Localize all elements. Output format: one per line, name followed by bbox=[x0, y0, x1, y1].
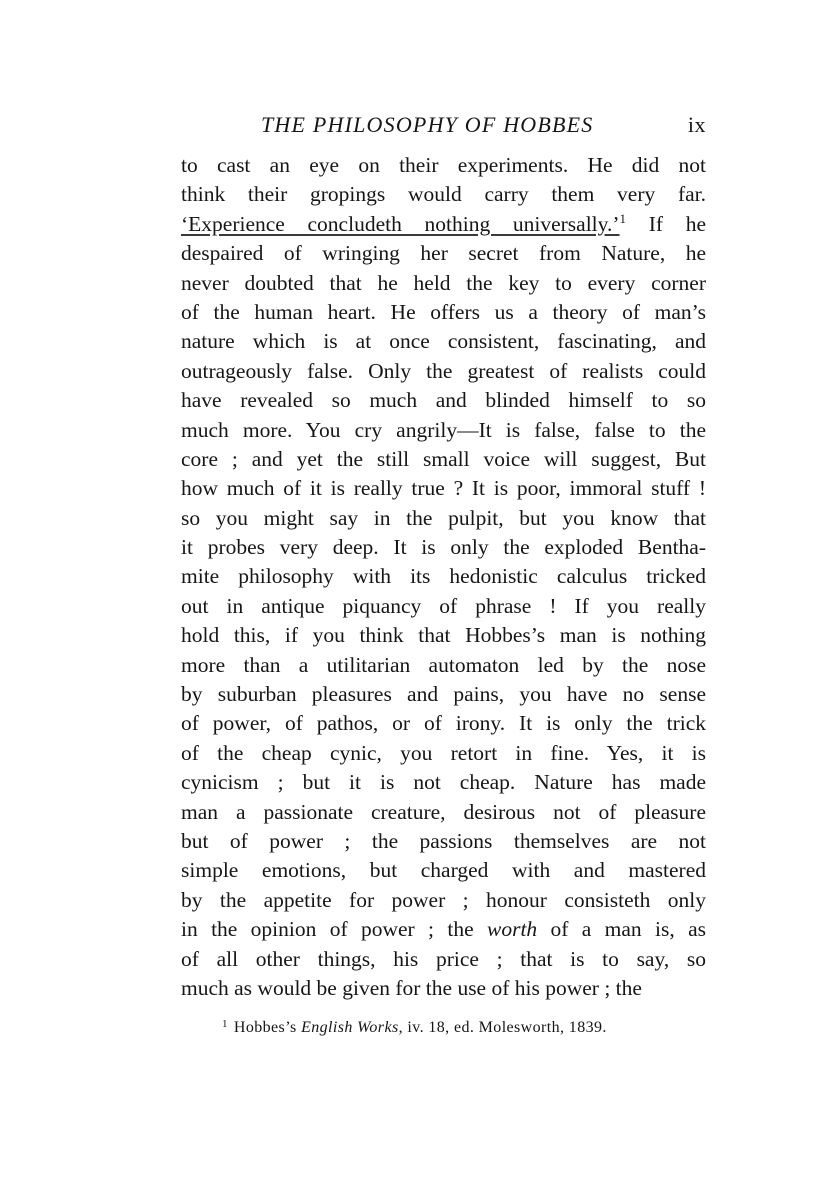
text-line: outrageously false. Only the greatest of realists could bbox=[181, 358, 706, 383]
text-fragment: If he bbox=[626, 211, 706, 236]
text-line: simple emotions, but charged with and mastered bbox=[181, 858, 706, 883]
body-text bbox=[181, 151, 706, 1003]
text-line: of power, of pathos, or of irony. It is only the trick bbox=[181, 711, 706, 736]
text-line: man a passionate creature, desirous not of pleasure bbox=[181, 799, 706, 824]
text-line: of all other things, his price ; that is to say, so bbox=[181, 946, 706, 971]
text-line: of the cheap cynic, you retort in fine. Yes, it is bbox=[181, 740, 706, 765]
text-line: so you might say in the pulpit, but you know that bbox=[181, 505, 706, 530]
text-line bbox=[181, 915, 706, 944]
footnote-mark: 1 bbox=[222, 1018, 228, 1030]
text-line: core ; and yet the still small voice will suggest, But bbox=[181, 446, 706, 471]
running-header bbox=[181, 112, 706, 142]
text-line: it probes very deep. It is only the exploded Bentha- bbox=[181, 535, 706, 560]
text-fragment: of a man is, as bbox=[537, 917, 706, 942]
text-line: more than a utilitarian automaton led by the nose bbox=[181, 652, 706, 677]
text-line: much as would be given for the use of his power ; the bbox=[181, 975, 642, 1000]
text-line: never doubted that he held the key to every corner bbox=[181, 270, 706, 295]
text-line bbox=[181, 210, 706, 239]
text-line: to cast an eye on their experiments. He did not bbox=[181, 153, 706, 177]
page-number: ix bbox=[687, 112, 706, 137]
emphasis-worth: worth bbox=[486, 917, 538, 942]
text-line: but of power ; the passions themselves are not bbox=[181, 828, 706, 853]
text-fragment: in the opinion of power ; the bbox=[181, 917, 487, 942]
text-line: much more. You cry angrily—It is false, false to the bbox=[181, 417, 706, 442]
footnote bbox=[222, 1014, 706, 1038]
hobbes-quote: ‘Experience concludeth nothing universally.’ bbox=[181, 211, 620, 236]
text-line: cynicism ; but it is not cheap. Nature has made bbox=[181, 770, 706, 795]
text-line: have revealed so much and blinded himself to so bbox=[181, 388, 706, 413]
text-line: mite philosophy with its hedonistic calculus tricked bbox=[181, 564, 706, 589]
text-line: by the appetite for power ; honour consisteth only bbox=[181, 887, 706, 912]
text-line: of the human heart. He offers us a theory of man’s bbox=[181, 299, 706, 324]
text-line: out in antique piquancy of phrase ! If you really bbox=[181, 593, 706, 618]
text-line: hold this, if you think that Hobbes’s man is nothing bbox=[181, 623, 706, 648]
footnote-author: Hobbes’s bbox=[233, 1019, 302, 1036]
text-line: despaired of wringing her secret from Nature, he bbox=[181, 241, 706, 266]
running-title: THE PHILOSOPHY OF HOBBES bbox=[261, 112, 594, 137]
footnote-work-title: English Works, bbox=[301, 1019, 403, 1036]
text-line: how much of it is really true ? It is poor, immoral stuff ! bbox=[181, 476, 706, 501]
footnote-reference: 1 bbox=[619, 210, 627, 226]
text-line: nature which is at once consistent, fascinating, and bbox=[181, 329, 706, 354]
text-line: think their gropings would carry them very far. bbox=[181, 182, 706, 207]
footnote-citation: iv. 18, ed. Molesworth, 1839. bbox=[402, 1019, 607, 1036]
text-line: by suburban pleasures and pains, you have no sense bbox=[181, 682, 706, 707]
